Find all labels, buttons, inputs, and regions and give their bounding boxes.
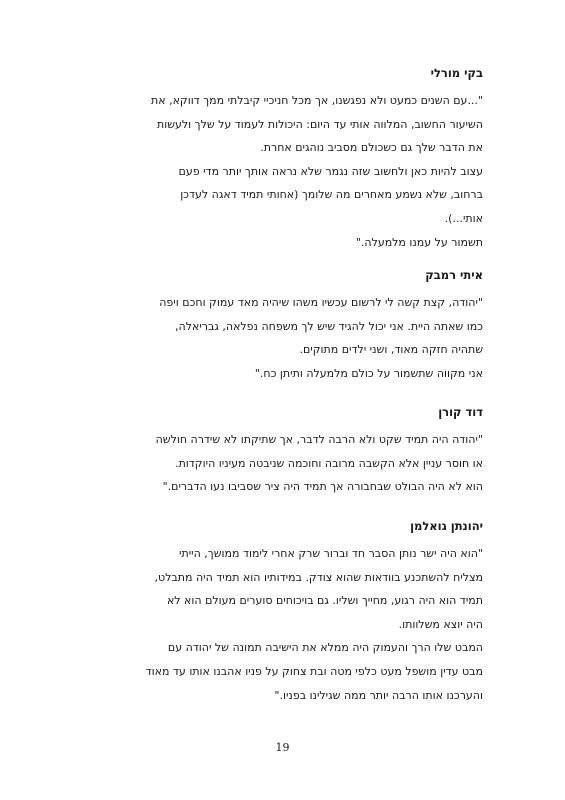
text-line: הוא לא היה הבולט שבחבורה אך תמיד היה ציר שסביבו נעו הדברים." xyxy=(162,480,483,494)
text-line: עצוב להיות כאן ולחשוב שזה נגמר שלא נראה אותך יותר מדי פעם xyxy=(178,164,483,178)
text-line: "יהודה היה תמיד שקט ולא הרבה לדבר, אך שתיקתו לא שידרה חולשה xyxy=(155,433,483,446)
text-line: תשמור על עמנו מלמעלה." xyxy=(355,235,483,249)
text-line: המבט שלו הרך והעמוק היה ממלא את הישיבה תמונה של יהודה עם xyxy=(167,641,483,655)
text-line: "יהודה, קצת קשה לי לרשום עכשיו משהו שיהיה מאד עמוק וחכם ויפה xyxy=(159,296,483,309)
text-line: היה יוצא משלוותו. xyxy=(398,617,483,631)
text-line: אני מקווה שתשמור על כולם מלמעלה ותיתן כח." xyxy=(254,366,483,380)
text-line: "...עם השנים כמעט ולא נפגשנו, אך מכל חניכיי קיבלתי ממך דווקא, את xyxy=(151,94,483,107)
tribute-section xyxy=(82,404,483,499)
text-line: מצליח להשתכנע בוודאות שהוא צודק. במידותיו הוא תמיד היה מתבלט, xyxy=(154,570,483,584)
tribute-section xyxy=(82,65,483,254)
text-line: "הוא היה ישר נותן הסבר חד וברור שרק אחרי לימוד ממושך, הייתי xyxy=(179,547,483,560)
text-line: את הדבר שלך גם כשכולם מסביב נוהגים אחרת. xyxy=(260,141,483,155)
tribute-section xyxy=(82,518,483,707)
text-line: והערכנו אותו הרבה יותר ממה שגילינו בפניו." xyxy=(274,688,483,702)
text-line: ברחוב, שלא נשמע מאחרים מה שלומך (אחותי תמיד דאגה לעדכן xyxy=(180,188,483,202)
text-line: שתהיה חזקה מאוד, ושני ילדים מתוקים. xyxy=(299,343,483,357)
text-line: השיעור החשוב, המלווה אותי עד היום: היכולות לעמוד על שלך ולעשות xyxy=(157,117,483,131)
author-name: איתי רמבק xyxy=(425,268,483,282)
text-line: או חוסר עניין אלא הקשבה מרובה וחוכמה שניבטה מעיניו היוקדות. xyxy=(175,456,483,470)
author-name: בקי מורלי xyxy=(430,66,483,80)
author-name: יהונתן גואלמן xyxy=(410,519,483,533)
text-line: אותי...). xyxy=(444,211,483,225)
text-line: כמו שאתה היית. אני יכול להגיד שיש לך משפחה נפלאה, גבריאלה, xyxy=(175,319,483,333)
text-line: תמיד הוא היה רגוע, מחייך ושליו. גם בויכוחים סוערים מעולם הוא לא xyxy=(166,594,483,608)
page-number: 19 xyxy=(275,741,290,754)
text-line: מבט עדין מושפל מעט כלפי מטה ובת צחוק על פניו אהבנו אותו עד מאוד xyxy=(145,664,483,678)
author-name: דוד קורן xyxy=(438,405,483,419)
tribute-section xyxy=(82,267,483,385)
